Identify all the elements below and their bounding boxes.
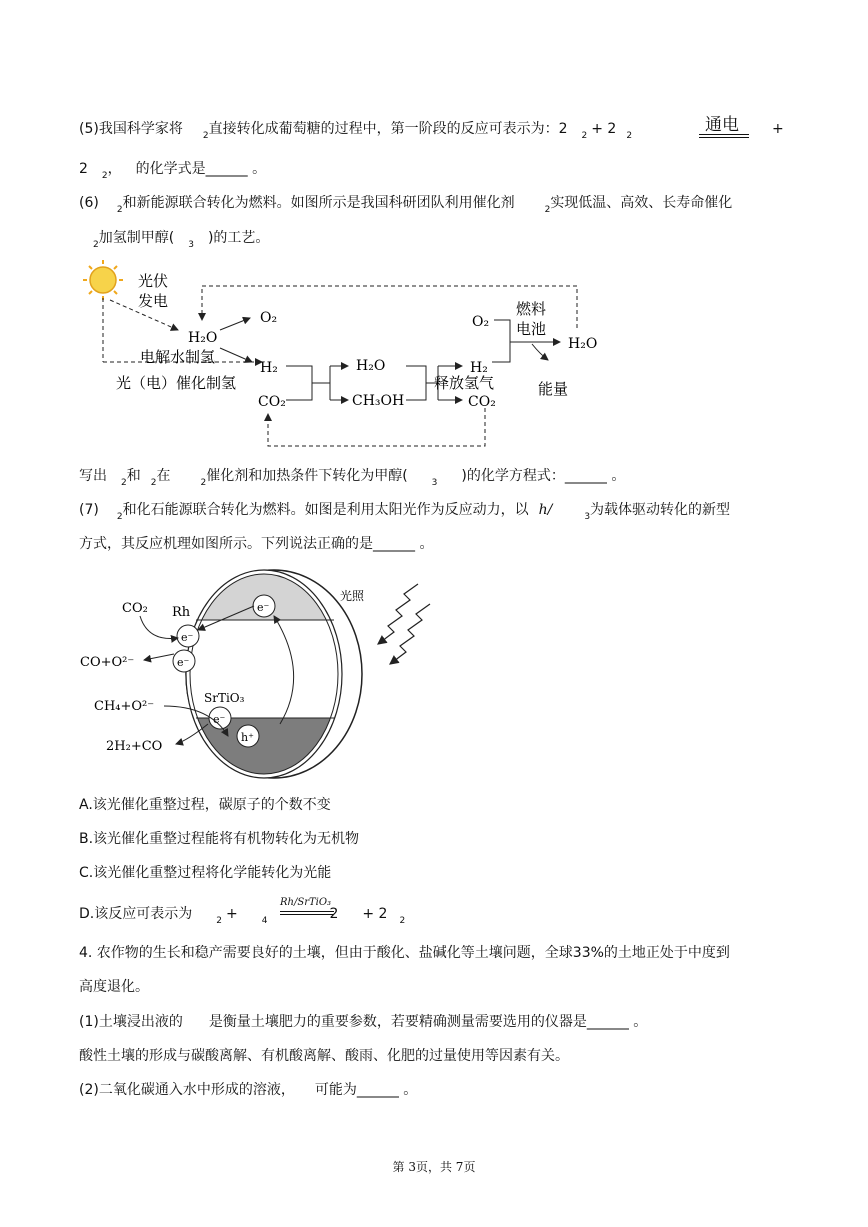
q4-line3 — [79, 1012, 647, 1032]
q7-line2: 方式，其反应机理如图所示。下列说法正确的是______ 。 — [79, 536, 434, 552]
option-a: A.该光催化重整过程，碳原子的个数不变 — [79, 797, 331, 813]
e-bottom: e⁻ — [213, 713, 226, 726]
q4-text: (2)二氧化碳通入水中形成的溶液， — [79, 1082, 295, 1098]
h2-right: H₂ — [470, 360, 488, 376]
option-d-text: 2 — [329, 906, 339, 922]
co2-mid: CO₂ — [258, 394, 286, 410]
electrolysis-label: 电解水制氢 — [140, 348, 216, 366]
option-d-text: + — [225, 906, 238, 922]
cell-label: 电池 — [516, 320, 547, 338]
q5-condition: 通电 — [705, 115, 739, 135]
option-d — [79, 904, 405, 926]
q6-text: 实现低温、高效、长寿命催化 — [550, 195, 733, 211]
hydrogen-process-diagram — [80, 258, 620, 458]
q6-text: )的化学方程式：______ 。 — [461, 468, 626, 484]
q4-text: 可能为______ 。 — [314, 1082, 418, 1098]
rh-label: Rh — [172, 605, 191, 620]
q5-text: 的化学式是______ 。 — [135, 161, 267, 177]
q5-equal-sign — [699, 134, 749, 138]
q5-line2 — [79, 159, 266, 181]
q5-text: (5)我国科学家将 — [79, 121, 183, 137]
h2o-right: H₂O — [568, 336, 598, 352]
q6-sub: 2 — [93, 240, 99, 250]
q7-text: 为载体驱动转化的新型 — [590, 502, 731, 518]
gen-label: 发电 — [138, 292, 169, 310]
photo-label: 光（电）催化制氢 — [116, 374, 237, 392]
q6-sub: 2 — [544, 205, 551, 215]
option-d-sub: 2 — [216, 916, 222, 926]
q7-text: 和化石能源联合转化为燃料。如图是利用太阳光作为反应动力，以 — [122, 502, 529, 518]
q5-text: 直接转化成葡萄糖的过程中，第一阶段的反应可表示为：2 — [208, 121, 568, 137]
q6-text: 和 — [126, 468, 141, 484]
q5-sub: 2 — [101, 171, 108, 181]
q4-text: (1)土壤浸出液的 — [79, 1014, 183, 1030]
co-o-label: CO+O²⁻ — [80, 655, 135, 670]
q6-sub: 3 — [431, 478, 438, 488]
q7-line1 — [79, 500, 730, 522]
q4-text: 是衡量土壤肥力的重要参数，若要精确测量需要选用的仪器是______ 。 — [208, 1014, 648, 1030]
q5-sub: 2 — [581, 131, 588, 141]
sun-icon — [83, 260, 123, 300]
page-footer: 第 3页，共 7页 — [392, 1160, 476, 1174]
option-b: B.该光催化重整过程能将有机物转化为无机物 — [79, 831, 360, 847]
option-d-sub: 2 — [399, 916, 406, 926]
q6-sub: 2 — [116, 205, 123, 215]
q5-sub: 2 — [626, 131, 633, 141]
option-d-text: D.该反应可表示为 — [79, 906, 193, 922]
e-rh1: e⁻ — [181, 631, 194, 644]
o2-right: O₂ — [472, 314, 490, 330]
h2-mid: H₂ — [260, 360, 278, 376]
e-top: e⁻ — [257, 601, 270, 614]
q6-text: 和新能源联合转化为燃料。如图所示是我国科研团队利用催化剂 — [122, 195, 515, 211]
option-d-sub: 4 — [261, 916, 268, 926]
h-hole: h⁺ — [241, 731, 254, 744]
q7-italic: h/ — [538, 502, 553, 518]
q5-text: 2 — [79, 161, 88, 177]
e-rh2: e⁻ — [177, 656, 190, 669]
q6-text: 催化剂和加热条件下转化为甲醇( — [206, 468, 408, 484]
q4-line1: 4. 农作物的生长和稳产需要良好的土壤，但由于酸化、盐碱化等土壤问题，全球33%的土地正处于中度到 — [79, 945, 730, 961]
fuel-label: 燃料 — [516, 300, 547, 318]
q6-sub: 2 — [200, 478, 207, 488]
q6-line1 — [79, 193, 732, 215]
q6-line2 — [79, 228, 269, 250]
q6-sub: 3 — [188, 240, 194, 250]
srtio3-label: SrTiO₃ — [204, 691, 245, 705]
co2-label: CO₂ — [122, 601, 148, 616]
o2-left: O₂ — [260, 310, 278, 326]
q6-text: (6) — [79, 195, 99, 211]
h2co-label: 2H₂+CO — [106, 739, 163, 754]
q6-ask-line — [79, 466, 625, 488]
q5-text: + 2 — [591, 121, 617, 137]
q5-line1 — [79, 119, 632, 141]
q4-line5 — [79, 1080, 417, 1100]
h2o-left: H₂O — [188, 330, 218, 346]
q6-sub: 2 — [121, 478, 127, 488]
energy-label: 能量 — [538, 380, 569, 398]
photocatalysis-diagram — [78, 564, 438, 784]
ch3oh-label: CH₃OH — [352, 393, 405, 409]
q6-text: 加氢制甲醇( — [98, 230, 175, 246]
option-c: C.该光催化重整过程将化学能转化为光能 — [79, 865, 332, 881]
q5-text: ， — [107, 161, 122, 177]
light-rays-icon — [378, 584, 430, 664]
co2-right: CO₂ — [468, 394, 496, 410]
q6-text: 在 — [156, 468, 171, 484]
q5-sub: 2 — [202, 131, 209, 141]
h2o-mid: H₂O — [356, 358, 386, 374]
option-d-text: + 2 — [362, 906, 388, 922]
q7-sub: 2 — [116, 512, 123, 522]
q7-text: (7) — [79, 502, 99, 518]
q5-plus: + — [772, 121, 784, 137]
q6-text: )的工艺。 — [207, 230, 270, 246]
release-label: 释放氢气 — [434, 374, 495, 392]
q6-text: 写出 — [79, 468, 107, 484]
q4-line2: 高度退化。 — [79, 979, 149, 995]
pv-label: 光伏 — [138, 272, 169, 290]
ch4-label: CH₄+O²⁻ — [94, 699, 155, 714]
option-d-equal-sign — [280, 911, 334, 915]
light-label: 光照 — [340, 589, 365, 603]
q7-sub: 3 — [584, 512, 591, 522]
option-d-condition: Rh/SrTiO₃ — [280, 897, 332, 908]
q6-sub: 2 — [150, 478, 157, 488]
q4-line4: 酸性土壤的形成与碳酸离解、有机酸离解、酸雨、化肥的过量使用等因素有关。 — [79, 1048, 569, 1064]
